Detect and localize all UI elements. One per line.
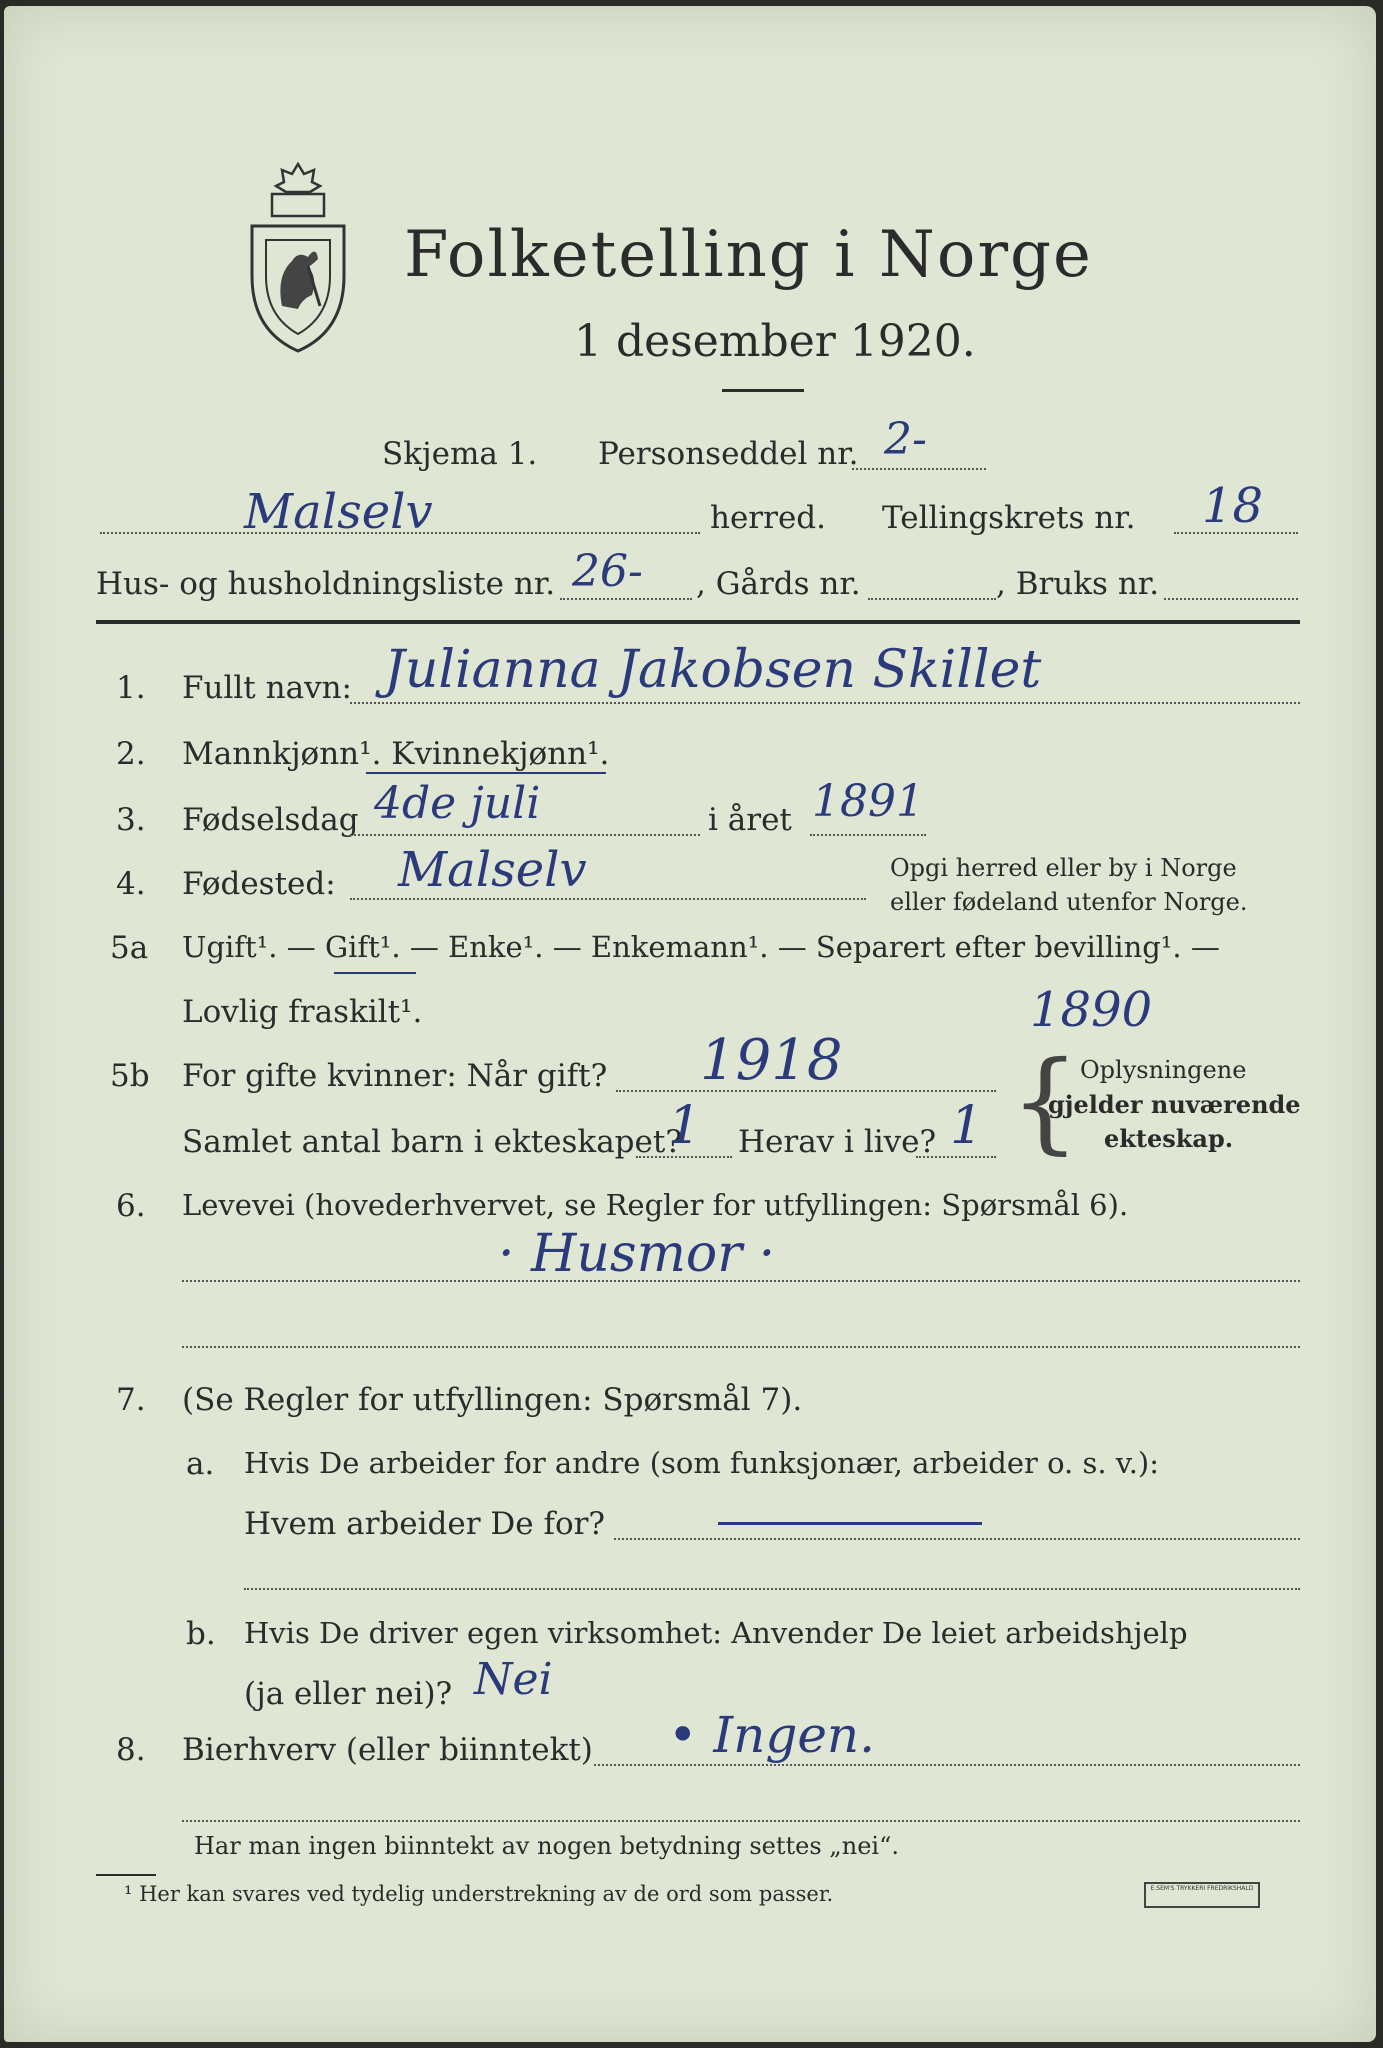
q5b-children-line (636, 1156, 732, 1158)
q1-number: 1. (116, 670, 146, 706)
printer-stamp-text: E.SEM'S TRYKKERI FREDRIKSHALD (1150, 1885, 1254, 1892)
q8-line1 (594, 1764, 1300, 1766)
census-form (4, 6, 1376, 2042)
q3-birthday-value: 4de juli (374, 778, 541, 829)
q1-label: Fullt navn: (182, 670, 352, 706)
q5b-married-value: 1918 (700, 1028, 843, 1093)
tellingskrets-value: 18 (1202, 478, 1264, 534)
q7b-line1: Hvis De driver egen virksomhet: Anvender De leiet arbeidshjelp (244, 1616, 1188, 1650)
title-divider (722, 389, 804, 392)
q5b-note-line3: ekteskap. (1104, 1124, 1234, 1153)
q6-occupation-value: · Husmor · (498, 1224, 776, 1284)
q7a-line1: Hvis De arbeider for andre (som funksjonær, arbeider o. s. v.): (244, 1446, 1160, 1480)
q2-gender-options: Mannkjønn¹. Kvinnekjønn¹. (182, 736, 610, 772)
gards-label: , Gårds nr. (696, 566, 861, 602)
household-list-value: 26- (572, 546, 643, 597)
q5b-brace: { (1010, 1037, 1080, 1165)
q1-full-name-value: Julianna Jakobsen Skillet (384, 640, 1042, 700)
q1-line (350, 702, 1300, 704)
personseddel-value: 2- (884, 414, 927, 465)
q7b-answer-value: Nei (474, 1654, 553, 1705)
q7a-letter: a. (186, 1446, 215, 1482)
q3-label: Fødselsdag (182, 802, 359, 838)
q4-line (350, 898, 866, 900)
q5b-married-label: For gifte kvinner: Når gift? (182, 1058, 608, 1094)
q4-label: Fødested: (182, 866, 336, 902)
footnote-divider (96, 1874, 156, 1876)
norway-coat-of-arms-icon (242, 156, 354, 356)
herred-value: Malselv (244, 484, 433, 540)
q3-year-label: i året (708, 802, 792, 838)
form-title: Folketelling i Norge (404, 218, 1093, 292)
q5b-alive-line (916, 1156, 996, 1158)
q7a-line2: Hvem arbeider De for? (244, 1506, 606, 1542)
q7b-line2: (ja eller nei)? (244, 1676, 453, 1712)
schema-label: Skjema 1. (382, 436, 538, 472)
tellingskrets-label: Tellingskrets nr. (882, 500, 1136, 536)
census-date: 1 desember 1920. (574, 316, 976, 367)
q6-line2 (182, 1346, 1300, 1348)
q3-line (350, 834, 700, 836)
q8-side-income-value: • Ingen. (668, 1706, 876, 1764)
q5a-status-options: Ugift¹. — Gift¹. — Enke¹. — Enkemann¹. — Separert efter bevilling¹. — (182, 930, 1220, 964)
household-list-line (560, 598, 692, 600)
q5a-number: 5a (110, 930, 149, 966)
footnote: ¹ Her kan svares ved tydelig understrekning av de ord som passer. (124, 1882, 834, 1906)
q5a-gift-underline (334, 972, 416, 974)
q5b-note-line1: Oplysningene (1080, 1056, 1247, 1084)
bruks-line (1164, 598, 1298, 600)
q7-label: (Se Regler for utfyllingen: Spørsmål 7). (182, 1382, 803, 1418)
bruks-label: , Bruks nr. (996, 566, 1160, 602)
q5b-number: 5b (110, 1058, 150, 1094)
q5b-alive-label: Herav i live? (738, 1124, 937, 1160)
q4-birthplace-value: Malselv (398, 842, 587, 898)
q7-number: 7. (116, 1382, 146, 1418)
q7a-answer-line (614, 1538, 1300, 1540)
q3-year-line (810, 834, 926, 836)
q5b-children-label: Samlet antal barn i ekteskapet? (182, 1124, 682, 1160)
q8-number: 8. (116, 1732, 146, 1768)
footer-note: Har man ingen biinntekt av nogen betydning settes „nei“. (194, 1832, 899, 1860)
q3-year-value: 1891 (812, 776, 924, 827)
q6-label: Levevei (hovederhvervet, se Regler for utfyllingen: Spørsmål 6). (182, 1188, 1129, 1222)
q3-number: 3. (116, 802, 146, 838)
gards-line (868, 598, 996, 600)
personseddel-label: Personseddel nr. (598, 436, 859, 472)
q6-number: 6. (116, 1188, 146, 1224)
q4-note-line1: Opgi herred eller by i Norge (890, 854, 1237, 882)
herred-label: herred. (710, 500, 826, 536)
q5b-note-line2: gjelder nuværende (1048, 1090, 1301, 1119)
q8-line2 (182, 1820, 1300, 1822)
q2-kvinnekjonn-underline (366, 772, 606, 774)
q5b-children-value: 1 (668, 1096, 702, 1156)
q7a-dash-stroke (718, 1522, 982, 1525)
printer-stamp (1144, 1882, 1260, 1908)
q5a-extra-year: 1890 (1030, 982, 1153, 1038)
q4-number: 4. (116, 866, 146, 902)
q4-note-line2: eller fødeland utenfor Norge. (890, 888, 1248, 916)
personseddel-line (852, 468, 986, 470)
header-divider (96, 620, 1300, 624)
q5a-status-line2: Lovlig fraskilt¹. (182, 994, 423, 1030)
q7b-letter: b. (186, 1616, 216, 1652)
q8-label: Bierhverv (eller biinntekt) (182, 1732, 593, 1768)
household-list-label: Hus- og husholdningsliste nr. (96, 566, 556, 602)
q2-number: 2. (116, 736, 146, 772)
q7a-extra-line (244, 1588, 1300, 1590)
q5b-alive-value: 1 (950, 1096, 984, 1156)
